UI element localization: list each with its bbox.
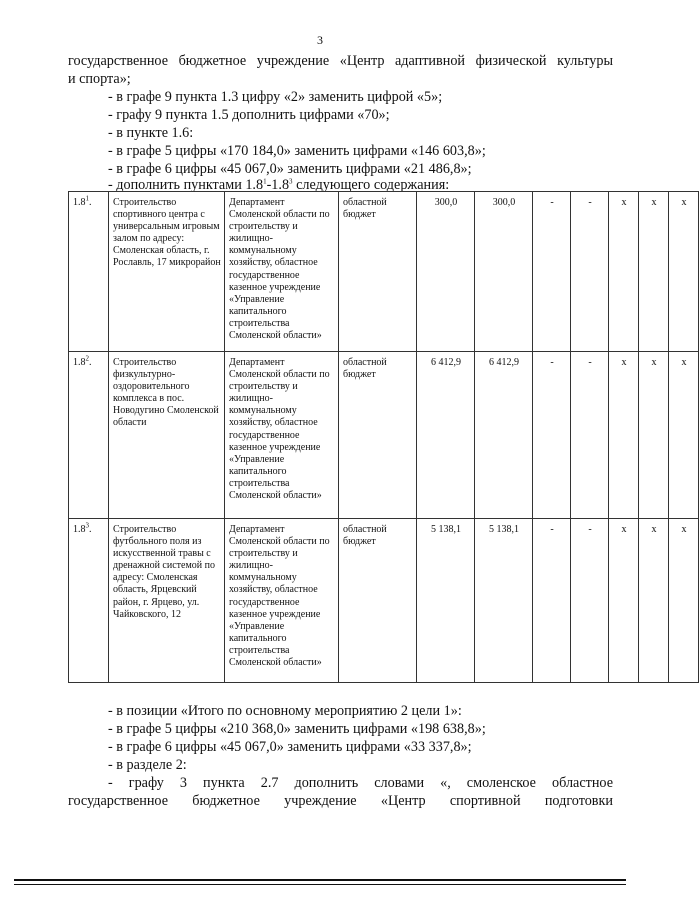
project-name: Строительство спортивного центра с универсальным игровым залом по адресу: Смоленская область, г. Рославль, 17 микрорайон [109, 192, 225, 352]
table-row [69, 519, 699, 683]
column-10-value: х [639, 519, 669, 683]
column-5-value: 6 412,9 [417, 352, 475, 519]
amendment-item-3: - в пункте 1.6: [108, 125, 194, 141]
column-10-value: х [639, 192, 669, 352]
column-9-value: х [609, 519, 639, 683]
amendment-item-4: - в графе 5 цифры «170 184,0» заменить цифрами «146 603,8»; [108, 143, 486, 159]
amendment-after-1: - в позиции «Итого по основному мероприятию 2 цели 1»: [108, 703, 462, 719]
project-name: Строительство физкультурно-оздоровительного комплекса в пос. Новодугино Смоленской области [109, 352, 225, 519]
amendment-table [68, 191, 699, 683]
final-line-2: государственное бюджетное учреждение «Центр спортивной подготовки [68, 793, 613, 809]
table-row [69, 352, 699, 519]
funding-source: областной бюджет [339, 192, 417, 352]
amendment-item-2: - графу 9 пункта 1.5 дополнить цифрами «70»; [108, 107, 390, 123]
column-5-value: 300,0 [417, 192, 475, 352]
responsible-party: Департамент Смоленской области по строительству и жилищно-коммунальному хозяйству, областное государственное казенное учреждение «Управление капитального строительства Смоленской области» [225, 352, 339, 519]
column-9-value: х [609, 352, 639, 519]
column-7-value: - [533, 352, 571, 519]
intro-line-1: государственное бюджетное учреждение «Центр адаптивной физической культуры [68, 53, 613, 69]
column-6-value: 6 412,9 [475, 352, 533, 519]
column-8-value: - [571, 519, 609, 683]
row-number: $1.8^1$. [69, 192, 109, 352]
page-number: 3 [317, 33, 323, 47]
column-5-value: 5 138,1 [417, 519, 475, 683]
amendment-item-1: - в графе 9 пункта 1.3 цифру «2» заменить цифрой «5»; [108, 89, 443, 105]
amendment-after-4: - в разделе 2: [108, 757, 187, 773]
supplement-prefix: - дополнить пунктами 1.8 [108, 177, 264, 193]
final-line-1: - графу 3 пункта 2.7 дополнить словами «, смоленское областное [108, 775, 613, 791]
funding-source: областной бюджет [339, 519, 417, 683]
column-8-value: - [571, 192, 609, 352]
project-name: Строительство футбольного поля из искусственной травы с дренажной системой по адресу: Смоленская область, Ярцевский район, г. Ярцево, ул. Чайковского, 12 [109, 519, 225, 683]
column-7-value: - [533, 192, 571, 352]
column-6-value: 5 138,1 [475, 519, 533, 683]
column-11-value: х [669, 352, 699, 519]
supplement-suffix: следующего содержания: [292, 177, 450, 193]
amendment-item-5: - в графе 6 цифры «45 067,0» заменить цифрами «21 486,8»; [108, 161, 472, 177]
column-11-value: х [669, 192, 699, 352]
column-11-value: х [669, 519, 699, 683]
column-8-value: - [571, 352, 609, 519]
supplement-sup-1: 1 [263, 177, 267, 186]
table-row [69, 192, 699, 352]
supplement-sup-2: 3 [289, 177, 293, 186]
amendment-after-3: - в графе 6 цифры «45 067,0» заменить цифрами «33 337,8»; [108, 739, 472, 755]
column-10-value: х [639, 352, 669, 519]
amendment-after-2: - в графе 5 цифры «210 368,0» заменить цифрами «198 638,8»; [108, 721, 486, 737]
column-7-value: - [533, 519, 571, 683]
intro-line-2: и спорта»; [68, 71, 131, 87]
responsible-party: Департамент Смоленской области по строительству и жилищно-коммунальному хозяйству, областное государственное казенное учреждение «Управление капитального строительства Смоленской области» [225, 519, 339, 683]
supplement-middle: -1.8 [266, 177, 290, 193]
responsible-party: Департамент Смоленской области по строительству и жилищно-коммунальному хозяйству, областное государственное казенное учреждение «Управление капитального строительства Смоленской области» [225, 192, 339, 352]
footer-rule [14, 879, 626, 881]
column-6-value: 300,0 [475, 192, 533, 352]
row-number: $1.8^3$. [69, 519, 109, 683]
footer-rule-thin [14, 884, 626, 885]
row-number: $1.8^2$. [69, 352, 109, 519]
column-9-value: х [609, 192, 639, 352]
funding-source: областной бюджет [339, 352, 417, 519]
